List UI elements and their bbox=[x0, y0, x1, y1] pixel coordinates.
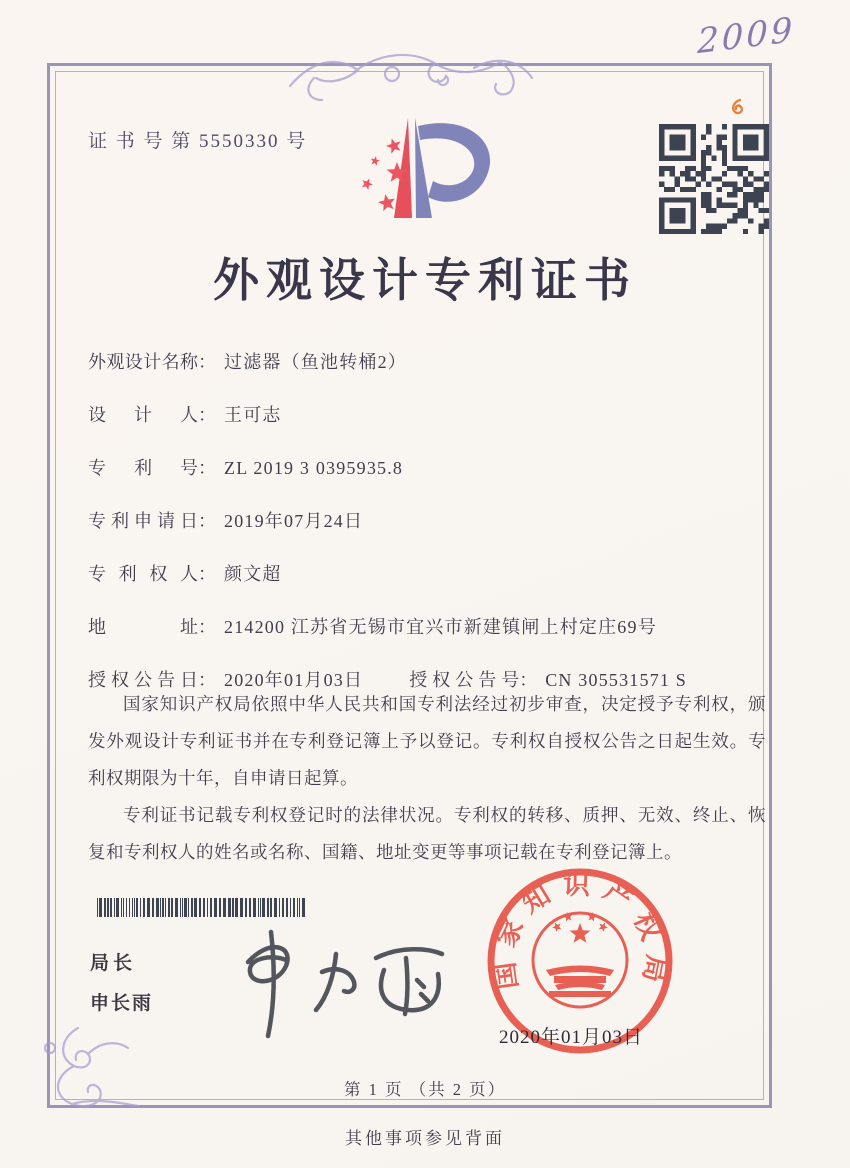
field-patentee: 专利权人： 颜文超 bbox=[88, 564, 282, 584]
field-value: CN 305531571 S bbox=[545, 670, 688, 690]
seal-date: 2020年01月03日 bbox=[499, 1027, 644, 1048]
floral-ornament-top-icon bbox=[284, 34, 536, 116]
national-emblem-icon bbox=[533, 912, 627, 1007]
signer-name: 申长雨 bbox=[90, 993, 154, 1014]
field-value: 214200 江苏省无锡市宜兴市新建镇闸上村定庄69号 bbox=[224, 617, 657, 637]
field-value: 颜文超 bbox=[224, 564, 282, 584]
field-value: 2020年01月03日 bbox=[224, 670, 364, 690]
field-value: 过滤器（鱼池转桶2） bbox=[224, 352, 407, 372]
field-label: 专利权人 bbox=[88, 564, 198, 584]
field-value: 2019年07月24日 bbox=[224, 511, 364, 531]
legal-text bbox=[88, 686, 766, 871]
qr-code bbox=[659, 124, 769, 234]
certificate-number: 证 书 号 第 5550330 号 bbox=[88, 131, 308, 152]
back-note: 其他事项参见背面 bbox=[345, 1129, 505, 1148]
cnipa-logo-icon bbox=[338, 112, 516, 236]
signature-handwriting-icon bbox=[218, 926, 454, 1042]
legal-paragraph-2: 专利证书记载专利权登记时的法律状况。专利权的转移、质押、无效、终止、恢复和专利权人的姓名或名称、国籍、地址变更等事项记载在专利登记簿上。 bbox=[88, 805, 766, 862]
certificate-title: 外观设计专利证书 bbox=[213, 255, 637, 306]
page-number: 第 1 页 （共 2 页） bbox=[343, 1080, 507, 1099]
handwritten-note: 2009 bbox=[697, 9, 796, 63]
field-label: 设计人 bbox=[88, 405, 198, 425]
field-address: 地址： 214200 江苏省无锡市宜兴市新建镇闸上村定庄69号 bbox=[88, 617, 657, 637]
orange-ink-mark-icon bbox=[726, 96, 748, 118]
signer-role: 局长 bbox=[90, 953, 137, 974]
field-label: 地址 bbox=[88, 617, 198, 637]
field-label: 专利号 bbox=[88, 458, 198, 478]
legal-paragraph-1: 国家知识产权局依照中华人民共和国专利法经过初步审查，决定授予专利权，颁发外观设计专利证书并在专利登记簿上予以登记。专利权自授权公告之日起生效。专利权期限为十年，自申请日起算。 bbox=[88, 694, 766, 788]
field-patent-number: 专利号： ZL 2019 3 0395935.8 bbox=[88, 458, 404, 478]
field-designer: 设计人： 王可志 bbox=[88, 405, 282, 425]
field-label: 授权公告日 bbox=[88, 670, 198, 690]
field-value: 王可志 bbox=[224, 405, 282, 425]
field-label: 授权公告号 bbox=[409, 670, 520, 690]
field-label: 外观设计名称 bbox=[88, 352, 198, 372]
seal-text: 国家知识产权局 bbox=[488, 869, 672, 996]
field-grant-row: 授权公告日： 2020年01月03日 授权公告号： CN 305531571 S bbox=[88, 670, 688, 690]
field-filing-date: 专利申请日： 2019年07月24日 bbox=[88, 511, 364, 531]
field-label: 专利申请日 bbox=[88, 511, 198, 531]
field-value: ZL 2019 3 0395935.8 bbox=[224, 458, 404, 478]
fields-section bbox=[88, 350, 764, 721]
barcode bbox=[97, 898, 309, 917]
field-design-name: 外观设计名称： 过滤器（鱼池转桶2） bbox=[88, 352, 407, 372]
